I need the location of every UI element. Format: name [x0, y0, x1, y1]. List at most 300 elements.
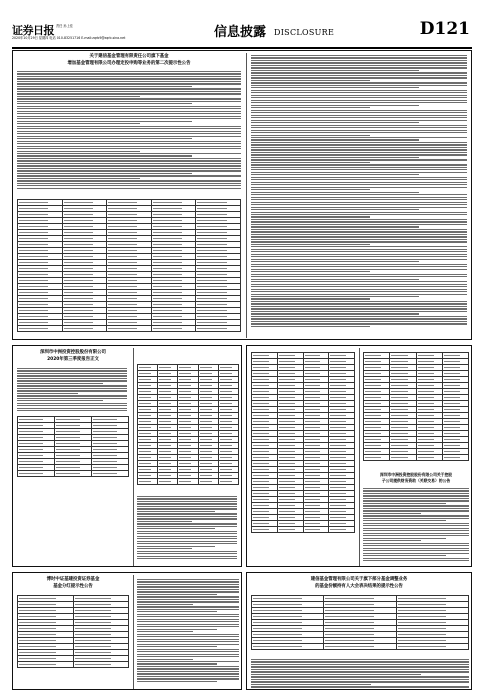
cell-text-placeholder: [220, 391, 232, 392]
cell-text-placeholder: [330, 391, 346, 392]
cell-text-placeholder: [279, 511, 295, 512]
cell-text-placeholder: [75, 664, 112, 665]
text-line: [251, 102, 467, 103]
cell-text-placeholder: [153, 244, 182, 245]
text-line: [137, 589, 239, 590]
cell-text-placeholder: [153, 262, 182, 263]
cell-text-placeholder: [220, 439, 232, 440]
cell-text-placeholder: [391, 409, 407, 410]
cell-text-placeholder: [253, 355, 269, 356]
cell-text-placeholder: [418, 457, 434, 458]
text-line: [251, 224, 467, 225]
text-line: [137, 553, 237, 554]
text-line: [137, 629, 217, 630]
column-divider: [359, 348, 360, 566]
cell-text-placeholder: [200, 439, 212, 440]
cell-text-placeholder: [253, 469, 269, 470]
article-bottom-left: [12, 572, 242, 690]
text-line: [137, 604, 193, 605]
text-line: [251, 659, 469, 660]
table-cell: [151, 326, 196, 332]
text-line: [251, 77, 467, 78]
cell-text-placeholder: [19, 232, 48, 233]
cell-text-placeholder: [200, 463, 212, 464]
text-line: [363, 530, 469, 531]
text-line: [251, 152, 467, 153]
text-line: [17, 408, 127, 409]
cell-text-placeholder: [75, 658, 112, 659]
cell-text-placeholder: [139, 391, 151, 392]
text-line: [137, 513, 237, 514]
text-line: [251, 666, 469, 667]
cell-text-placeholder: [391, 355, 407, 356]
cell-text-placeholder: [19, 455, 43, 456]
cell-text-placeholder: [444, 427, 460, 428]
cell-text-placeholder: [200, 367, 212, 368]
cell-text-placeholder: [75, 622, 112, 623]
text-line: [17, 395, 127, 396]
cell-text-placeholder: [220, 427, 232, 428]
text-line: [363, 533, 469, 534]
cell-text-placeholder: [56, 467, 80, 468]
article-top-text-col2: [251, 55, 467, 328]
cell-text-placeholder: [444, 403, 460, 404]
text-line: [137, 498, 237, 499]
cell-text-placeholder: [444, 385, 460, 386]
text-line: [363, 553, 469, 554]
text-line: [251, 279, 419, 280]
cell-text-placeholder: [305, 385, 321, 386]
cell-text-placeholder: [444, 397, 460, 398]
cell-text-placeholder: [64, 292, 93, 293]
cell-text-placeholder: [56, 449, 80, 450]
text-line: [363, 543, 469, 544]
cell-text-placeholder: [253, 628, 302, 629]
cell-text-placeholder: [197, 226, 226, 227]
text-line: [137, 611, 217, 612]
cell-text-placeholder: [220, 457, 232, 458]
cell-text-placeholder: [391, 415, 407, 416]
cell-text-placeholder: [365, 391, 381, 392]
text-line: [251, 236, 467, 237]
cell-text-placeholder: [220, 469, 232, 470]
table-cell: [73, 662, 129, 668]
text-line: [363, 518, 469, 519]
cell-text-placeholder: [253, 433, 269, 434]
cell-text-placeholder: [418, 421, 434, 422]
cell-text-placeholder: [197, 280, 226, 281]
cell-text-placeholder: [391, 421, 407, 422]
table-cell: [329, 527, 355, 533]
text-line: [137, 621, 239, 622]
cell-text-placeholder: [139, 397, 151, 398]
cell-text-placeholder: [305, 439, 321, 440]
cell-text-placeholder: [19, 244, 48, 245]
cell-text-placeholder: [330, 403, 346, 404]
text-line: [251, 159, 467, 160]
text-line: [137, 649, 239, 650]
text-line: [363, 488, 469, 489]
text-line: [137, 624, 239, 625]
cell-text-placeholder: [418, 373, 434, 374]
text-line: [363, 525, 469, 526]
text-line: [17, 410, 127, 411]
cell-text-placeholder: [19, 473, 43, 474]
table-cell: [62, 326, 107, 332]
cell-text-placeholder: [159, 469, 171, 470]
text-line: [251, 62, 467, 63]
cell-text-placeholder: [197, 202, 226, 203]
cell-text-placeholder: [139, 439, 151, 440]
text-line: [17, 151, 140, 152]
cell-text-placeholder: [19, 298, 48, 299]
cell-text-placeholder: [197, 232, 226, 233]
cell-text-placeholder: [325, 616, 374, 617]
article-mid-left-table-b: [137, 364, 239, 485]
text-line: [137, 548, 192, 549]
cell-text-placeholder: [200, 445, 212, 446]
text-line: [251, 209, 419, 210]
text-line: [251, 130, 467, 131]
text-line: [251, 216, 370, 217]
cell-text-placeholder: [444, 367, 460, 368]
cell-text-placeholder: [418, 355, 434, 356]
cell-text-placeholder: [253, 427, 269, 428]
cell-text-placeholder: [253, 598, 302, 599]
cell-text-placeholder: [279, 373, 295, 374]
table-cell: [324, 644, 396, 650]
cell-text-placeholder: [19, 262, 48, 263]
article-mid-left: [12, 345, 242, 567]
cell-text-placeholder: [75, 610, 112, 611]
text-line: [251, 226, 419, 227]
cell-text-placeholder: [200, 433, 212, 434]
cell-text-placeholder: [19, 598, 56, 599]
text-line: [17, 173, 192, 174]
text-line: [17, 383, 103, 384]
text-line: [17, 170, 241, 171]
cell-text-placeholder: [75, 604, 112, 605]
cell-text-placeholder: [108, 304, 137, 305]
cell-text-placeholder: [330, 457, 346, 458]
text-line: [251, 681, 469, 682]
cell-text-placeholder: [253, 445, 269, 446]
text-line: [251, 202, 467, 203]
cell-text-placeholder: [179, 445, 191, 446]
cell-text-placeholder: [325, 640, 374, 641]
cell-text-placeholder: [64, 298, 93, 299]
cell-text-placeholder: [253, 481, 269, 482]
cell-text-placeholder: [64, 214, 93, 215]
cell-text-placeholder: [330, 529, 346, 530]
text-line: [251, 306, 467, 307]
text-line: [137, 654, 239, 655]
text-line: [17, 398, 127, 399]
cell-text-placeholder: [305, 529, 321, 530]
cell-text-placeholder: [330, 409, 346, 410]
text-line: [251, 157, 419, 158]
cell-text-placeholder: [179, 463, 191, 464]
text-line: [137, 636, 239, 637]
cell-text-placeholder: [153, 250, 182, 251]
cell-text-placeholder: [330, 433, 346, 434]
cell-text-placeholder: [179, 367, 191, 368]
text-line: [17, 178, 140, 179]
cell-text-placeholder: [444, 421, 460, 422]
text-line: [17, 121, 192, 122]
cell-text-placeholder: [253, 439, 269, 440]
article-mid-right: [246, 345, 472, 567]
text-line: [17, 96, 140, 97]
column-divider: [133, 348, 134, 566]
cell-text-placeholder: [279, 415, 295, 416]
cell-text-placeholder: [200, 427, 212, 428]
cell-text-placeholder: [19, 628, 56, 629]
cell-text-placeholder: [108, 286, 137, 287]
cell-text-placeholder: [197, 322, 226, 323]
text-line: [17, 370, 127, 371]
cell-text-placeholder: [19, 467, 43, 468]
cell-text-placeholder: [330, 451, 346, 452]
text-line: [363, 560, 469, 561]
cell-text-placeholder: [75, 634, 112, 635]
text-line: [251, 125, 467, 126]
cell-text-placeholder: [305, 379, 321, 380]
cell-text-placeholder: [200, 451, 212, 452]
cell-text-placeholder: [444, 445, 460, 446]
text-line: [363, 493, 469, 494]
article-mid-left-title-line1: 深圳市中洲投资控股股份有限公司: [40, 350, 106, 355]
cell-text-placeholder: [108, 238, 137, 239]
cell-text-placeholder: [220, 433, 232, 434]
text-line: [251, 291, 467, 292]
cell-text-placeholder: [159, 439, 171, 440]
section-title-en: DISCLOSURE: [274, 28, 335, 37]
cell-text-placeholder: [444, 379, 460, 380]
cell-text-placeholder: [330, 355, 346, 356]
text-line: [17, 380, 127, 381]
text-line: [251, 184, 467, 185]
cell-text-placeholder: [253, 475, 269, 476]
cell-text-placeholder: [75, 652, 112, 653]
cell-text-placeholder: [197, 262, 226, 263]
cell-text-placeholder: [325, 646, 374, 647]
cell-text-placeholder: [220, 463, 232, 464]
cell-text-placeholder: [279, 355, 295, 356]
cell-text-placeholder: [279, 397, 295, 398]
text-line: [17, 165, 241, 166]
text-line: [137, 546, 215, 547]
cell-text-placeholder: [108, 292, 137, 293]
cell-text-placeholder: [19, 256, 48, 257]
cell-text-placeholder: [253, 379, 269, 380]
cell-text-placeholder: [330, 493, 346, 494]
masthead: [12, 18, 472, 46]
cell-text-placeholder: [330, 379, 346, 380]
cell-text-placeholder: [279, 427, 295, 428]
cell-text-placeholder: [108, 202, 137, 203]
text-line: [137, 516, 237, 517]
text-line: [363, 510, 469, 511]
cell-text-placeholder: [19, 431, 43, 432]
cell-text-placeholder: [305, 427, 321, 428]
text-line: [251, 189, 370, 190]
text-line: [137, 673, 239, 674]
cell-text-placeholder: [279, 379, 295, 380]
cell-text-placeholder: [64, 310, 93, 311]
text-line: [17, 86, 192, 87]
text-line: [251, 107, 370, 108]
cell-text-placeholder: [200, 469, 212, 470]
text-line: [17, 143, 241, 144]
text-line: [137, 666, 239, 667]
cell-text-placeholder: [305, 481, 321, 482]
cell-text-placeholder: [220, 367, 232, 368]
cell-text-placeholder: [93, 419, 117, 420]
cell-text-placeholder: [398, 646, 447, 647]
cell-text-placeholder: [220, 403, 232, 404]
cell-text-placeholder: [365, 439, 381, 440]
text-line: [251, 221, 467, 222]
cell-text-placeholder: [179, 403, 191, 404]
text-line: [17, 113, 241, 114]
cell-text-placeholder: [330, 523, 346, 524]
cell-text-placeholder: [253, 415, 269, 416]
cell-text-placeholder: [220, 451, 232, 452]
text-line: [251, 137, 467, 138]
text-line: [251, 127, 467, 128]
cell-text-placeholder: [153, 238, 182, 239]
cell-text-placeholder: [418, 427, 434, 428]
text-line: [251, 67, 467, 68]
article-top-text-col1: [17, 71, 241, 190]
cell-text-placeholder: [19, 310, 48, 311]
cell-text-placeholder: [153, 214, 182, 215]
cell-text-placeholder: [279, 523, 295, 524]
cell-text-placeholder: [179, 415, 191, 416]
text-line: [251, 234, 467, 235]
cell-text-placeholder: [159, 481, 171, 482]
text-line: [251, 139, 419, 140]
article-bottom-left-title-line1: 博时中证基建投资证券基金: [46, 577, 100, 582]
text-line: [17, 93, 241, 94]
text-line: [137, 538, 237, 539]
text-line: [363, 508, 469, 509]
cell-text-placeholder: [279, 409, 295, 410]
cell-text-placeholder: [197, 274, 226, 275]
cell-text-placeholder: [19, 437, 43, 438]
cell-text-placeholder: [179, 469, 191, 470]
cell-text-placeholder: [108, 214, 137, 215]
cell-text-placeholder: [19, 274, 48, 275]
cell-text-placeholder: [56, 419, 80, 420]
text-line: [137, 501, 237, 502]
text-line: [137, 681, 217, 682]
cell-text-placeholder: [325, 604, 374, 605]
text-line: [137, 616, 239, 617]
text-line: [251, 174, 419, 175]
article-mid-right-table-b: [363, 352, 469, 461]
cell-text-placeholder: [330, 511, 346, 512]
text-line: [17, 146, 241, 147]
cell-text-placeholder: [305, 499, 321, 500]
cell-text-placeholder: [159, 421, 171, 422]
text-line: [251, 256, 467, 257]
text-line: [251, 187, 467, 188]
cell-text-placeholder: [197, 268, 226, 269]
cell-text-placeholder: [391, 451, 407, 452]
text-line: [17, 101, 241, 102]
cell-text-placeholder: [391, 379, 407, 380]
cell-text-placeholder: [19, 316, 48, 317]
cell-text-placeholder: [197, 208, 226, 209]
text-line: [251, 679, 469, 680]
cell-text-placeholder: [279, 367, 295, 368]
text-line: [251, 162, 370, 163]
text-line: [17, 185, 241, 186]
text-line: [137, 594, 217, 595]
cell-text-placeholder: [56, 443, 80, 444]
article-bottom-right-title-line1: 建信基金管理有限公司关于旗下部分基金调整业务: [310, 577, 408, 582]
text-line: [137, 558, 237, 559]
cell-text-placeholder: [139, 457, 151, 458]
text-line: [17, 73, 241, 74]
text-line: [137, 596, 239, 597]
cell-text-placeholder: [159, 457, 171, 458]
cell-text-placeholder: [444, 433, 460, 434]
text-line: [17, 163, 241, 164]
cell-text-placeholder: [200, 409, 212, 410]
cell-text-placeholder: [391, 361, 407, 362]
text-line: [17, 160, 241, 161]
cell-text-placeholder: [253, 622, 302, 623]
text-line: [251, 269, 467, 270]
text-line: [251, 72, 467, 73]
cell-text-placeholder: [305, 505, 321, 506]
cell-text-placeholder: [365, 421, 381, 422]
cell-text-placeholder: [153, 316, 182, 317]
cell-text-placeholder: [200, 391, 212, 392]
cell-text-placeholder: [220, 397, 232, 398]
table-cell: [18, 471, 55, 477]
text-line: [251, 80, 370, 81]
text-line: [251, 57, 467, 58]
text-line: [17, 183, 241, 184]
cell-text-placeholder: [325, 610, 374, 611]
cell-text-placeholder: [325, 628, 374, 629]
cell-text-placeholder: [220, 415, 232, 416]
text-line: [17, 148, 241, 149]
section-title: 信息披露: [214, 25, 267, 40]
cell-text-placeholder: [330, 361, 346, 362]
cell-text-placeholder: [197, 214, 226, 215]
cell-text-placeholder: [64, 322, 93, 323]
text-line: [251, 316, 467, 317]
text-line: [363, 490, 469, 491]
cell-text-placeholder: [179, 373, 191, 374]
cell-text-placeholder: [330, 373, 346, 374]
cell-text-placeholder: [200, 379, 212, 380]
cell-text-placeholder: [305, 361, 321, 362]
text-line: [251, 301, 467, 302]
text-line: [251, 132, 467, 133]
text-line: [251, 313, 419, 314]
article-mid-left-title-line2: 2020年第三季度报告正文: [47, 357, 99, 362]
text-line: [17, 103, 192, 104]
cell-text-placeholder: [444, 361, 460, 362]
cell-text-placeholder: [444, 355, 460, 356]
text-line: [363, 505, 469, 506]
